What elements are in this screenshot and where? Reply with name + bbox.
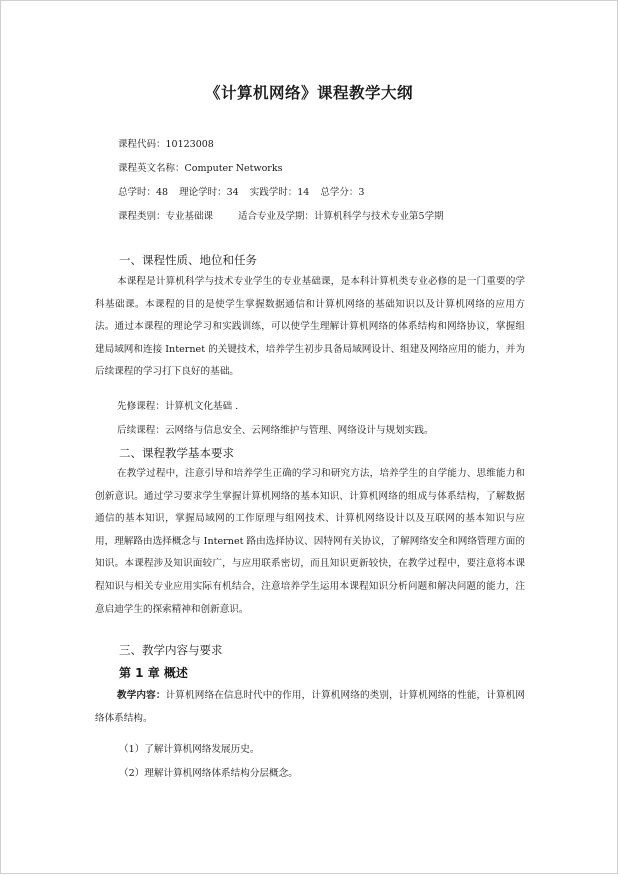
content-text: 计算机网络在信息时代中的作用，计算机网络的类别，计算机网络的性能，计算机网络体系结构。 [95, 690, 526, 724]
section-2-body: 在教学过程中，注意引导和培养学生正确的学习和研究方法，培养学生的自学能力、思维能力和创新意识。通过学习要求学生掌握计算机网络的基本知识、计算机网络的组成与体系结构，了解数据通信的基本知识，掌握局域网的工作原理与组网技术、计算机网络设计以及互联网的基本知识与应用，理解路由选择概念与 Internet 路由选择协议、因特网有关协议，了解网络安全和网络管理方面的知识。本课程涉及知识面较广，与应用联系密切，而且知识更新较快，在教学过程中，要注意将本课程知识与相关专业应用实际有机结合，注意培养学生运用本课程知识分析问题和解决问题的能力，注意启迪学生的探索精神和创新意识。 [95, 468, 525, 615]
total-hours: 总学时：48 [118, 187, 169, 198]
course-category: 课程类别：专业基础课 [118, 211, 214, 222]
course-category-row [118, 208, 444, 222]
content-label: 教学内容： [117, 690, 166, 701]
section-3-heading: 三、教学内容与要求 [119, 643, 223, 657]
chapter-1-title: 第 1 章 概述 [119, 666, 188, 680]
prerequisite-courses: 先修课程：计算机文化基础 . [117, 401, 239, 412]
theory-hours: 理论学时：34 [179, 187, 239, 198]
total-credits: 总学分：3 [320, 187, 365, 198]
section-2-heading: 二、课程教学基本要求 [119, 446, 234, 460]
chapter-1-item-2: （2）理解计算机网络体系结构分层概念。 [119, 768, 298, 779]
course-hours-row [118, 184, 364, 198]
section-1-body: 本课程是计算机科学与技术专业学生的专业基础课，是本科计算机类专业必修的是一门重要的学科基础课。本课程的目的是使学生掌握数据通信和计算机网络的基础知识以及计算机网络的应用方法。通过本课程的理论学习和实践训练，可以使学生理解计算机网络的体系结构和网络协议，掌握组建局域网和连接 Internet 的关键技术，培养学生初步具备局域网设计、组建及网络应用的能力，并为后续课程的学习打下良好的基础。 [95, 276, 525, 378]
course-major: 适合专业及学期：计算机科学与技术专业第5学期 [238, 211, 444, 222]
section-1-heading: 一、课程性质、地位和任务 [119, 253, 257, 267]
practice-hours: 实践学时：14 [249, 187, 310, 198]
course-english-name: 课程英文名称：Computer Networks [118, 163, 283, 174]
document-title: 《计算机网络》课程教学大纲 [204, 84, 413, 102]
follow-up-courses: 后续课程：云网络与信息安全、云网络维护与管理、网络设计与规划实践。 [117, 425, 434, 436]
course-code: 课程代码：10123008 [118, 139, 214, 150]
chapter-1-content [95, 685, 525, 730]
chapter-1-item-1: （1）了解计算机网络发展历史。 [119, 744, 260, 755]
